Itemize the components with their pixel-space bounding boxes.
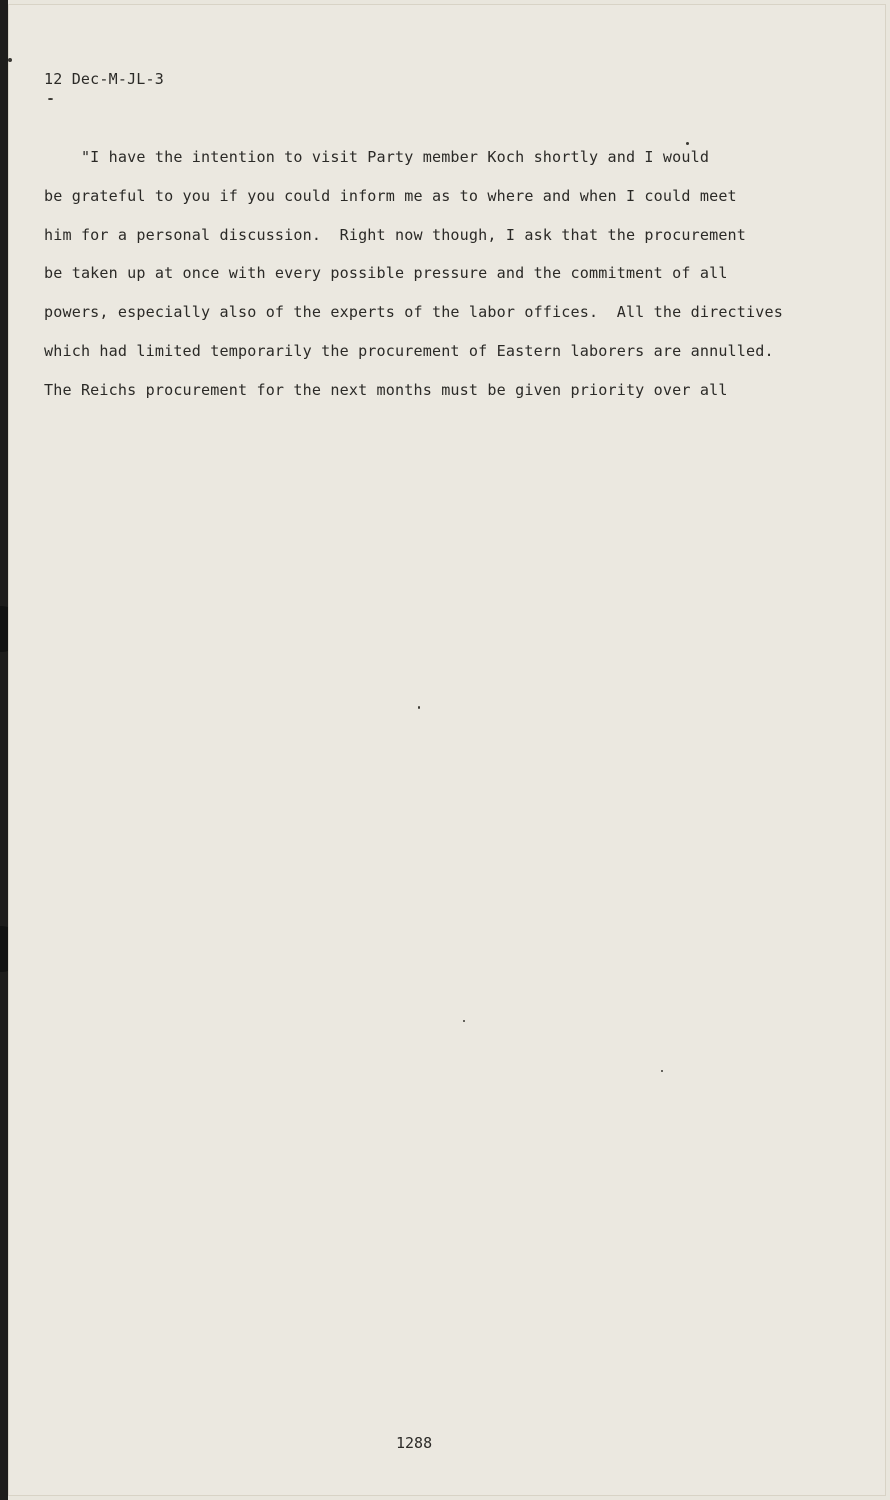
paper-speck bbox=[8, 58, 12, 62]
paper-speck bbox=[418, 706, 420, 709]
page-number: 1288 bbox=[396, 1434, 433, 1452]
text-line: be taken up at once with every possible pressure and the commitment of all bbox=[44, 264, 728, 283]
paper-speck bbox=[661, 1070, 663, 1072]
body-text bbox=[44, 144, 783, 416]
text-line: powers, especially also of the experts of the labor offices. All the directives bbox=[44, 303, 783, 322]
text-line: be grateful to you if you could inform me as to where and when I could meet bbox=[44, 186, 737, 205]
paper-speck bbox=[48, 98, 53, 100]
text-line: which had limited temporarily the procurement of Eastern laborers are annulled. bbox=[44, 341, 774, 360]
text-line: him for a personal discussion. Right now though, I ask that the procurement bbox=[44, 225, 747, 244]
page-identifier: 12 Dec-M-JL-3 bbox=[44, 70, 164, 88]
text-line: "I have the intention to visit Party member Koch shortly and I would bbox=[44, 148, 710, 166]
page-left-edge bbox=[0, 0, 8, 1500]
paper-speck bbox=[463, 1020, 465, 1022]
text-line: The Reichs procurement for the next months must be given priority over all bbox=[44, 380, 728, 399]
